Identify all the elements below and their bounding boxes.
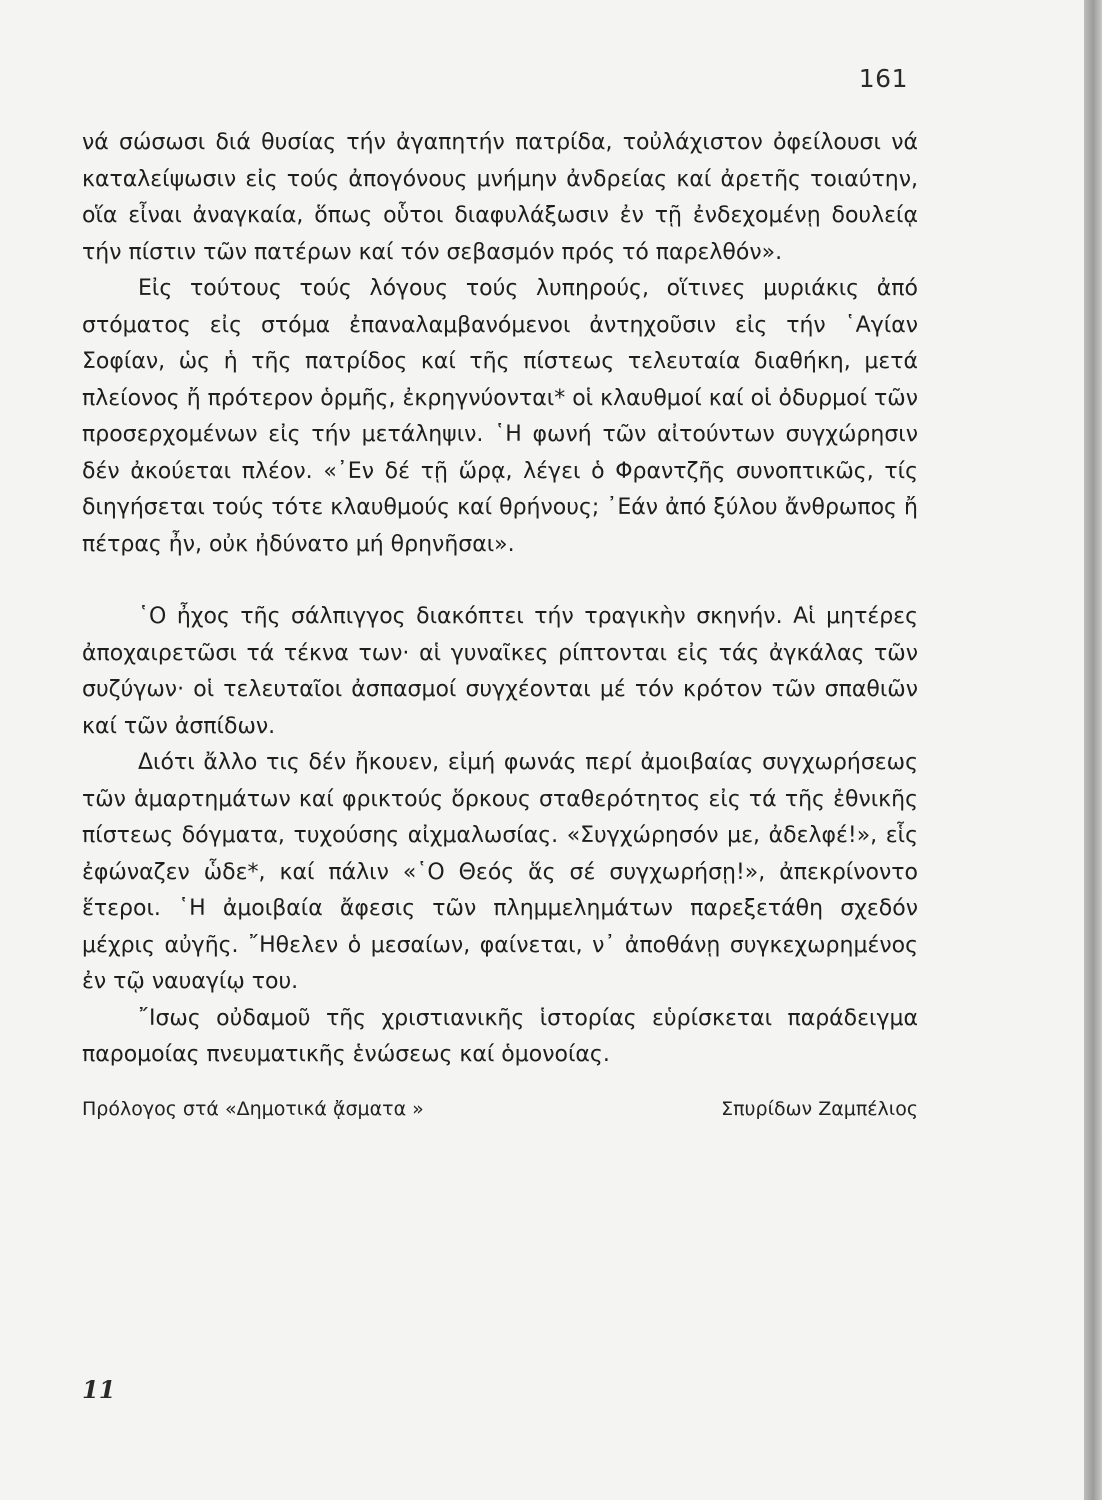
paragraph-2: Εἰς τούτους τούς λόγους τούς λυπηρούς, οἵτινες μυριάκις ἀπό στόματος εἰς στόμα ἐπαναλαμβανόμενοι ἀντηχοῦσιν εἰς τήν ῾Αγίαν Σοφίαν, ὡς ἡ τῆς πατρίδος καί τῆς πίστεως τελευταία διαθήκη, μετά πλείονος ἤ πρότερον ὁρμῆς, ἐκρηγνύονται* οἱ κλαυθμοί καί οἱ ὀδυρμοί τῶν προσερχομένων εἰς τήν μετάληψιν. ῾Η φωνή τῶν αἰτούντων συγχώρησιν δέν ἀκούεται πλέον. «᾿Εν δέ τῇ ὥρᾳ, λέγει ὁ Φραντζῆς συνοπτικῶς, τίς διηγήσεται τούς τότε κλαυθμούς καί θρήνους; ᾿Εάν ἀπό ξύλου ἄνθρωπος ἤ πέτρας ἦν, οὐκ ἠδύνατο μή θρηνῆσαι».: [82, 276, 918, 557]
page-number: 161: [858, 64, 908, 93]
source-citation: Πρόλογος στά «Δημοτικά ᾄσματα »: [82, 1098, 424, 1120]
signature-mark: 11: [82, 1375, 116, 1404]
footer: [82, 1098, 918, 1120]
paragraph-5: ῎Ισως οὐδαμοῦ τῆς χριστιανικῆς ἱστορίας εὑρίσκεται παράδειγμα παρομοίας πνευματικῆς ἑνώσεως καί ὁμονοίας.: [82, 1005, 918, 1067]
paragraph-4: Διότι ἄλλο τις δέν ἤκουεν, εἰμή φωνάς περί ἀμοιβαίας συγχωρήσεως τῶν ἁμαρτημάτων καί φρικτούς ὅρκους σταθερότητος εἰς τά τῆς ἐθνικῆς πίστεως δόγματα, τυχούσης αἰχμαλωσίας. «Συγχώρησόν με, ἀδελφέ!», εἷς ἐφώναζεν ὧδε*, καί πάλιν «῾Ο Θεός ἅς σέ συγχωρήσῃ!», ἀπεκρίνοντο ἕτεροι. ῾Η ἀμοιβαία ἄφεσις τῶν πλημμελημάτων παρεξετάθη σχεδόν μέχρις αὐγῆς. ῎Ηθελεν ὁ μεσαίων, φαίνεται, ν᾿ ἀποθάνῃ συγκεχωρημένος ἐν τῷ ναυαγίῳ του.: [82, 750, 918, 994]
paragraph-3: ῾Ο ἦχος τῆς σάλπιγγος διακόπτει τήν τραγικὴν σκηνήν. Αἱ μητέρες ἀποχαιρετῶσι τά τέκνα των· αἱ γυναῖκες ρίπτονται εἰς τάς ἀγκάλας τῶν συζύγων· οἱ τελευταῖοι ἀσπασμοί συγχέονται μέ τόν κρότον τῶν σπαθιῶν καί τῶν ἀσπίδων.: [82, 604, 918, 739]
page-edge: [1084, 0, 1102, 1500]
body-text: [82, 125, 918, 1074]
author-name: Σπυρίδων Ζαμπέλιος: [721, 1098, 918, 1120]
paragraph-1: νά σώσωσι διά θυσίας τήν ἀγαπητήν πατρίδα, τοὐλάχιστον ὀφείλουσι νά καταλείψωσιν εἰς τούς ἀπογόνους μνήμην ἀνδρείας καί ἀρετῆς τοιαύτην, οἵα εἶναι ἀναγκαία, ὅπως οὗτοι διαφυλάξωσιν ἐν τῇ ἐνδεχομένῃ δουλείᾳ τήν πίστιν τῶν πατέρων καί τόν σεβασμόν πρός τό παρελθόν».: [82, 130, 918, 265]
